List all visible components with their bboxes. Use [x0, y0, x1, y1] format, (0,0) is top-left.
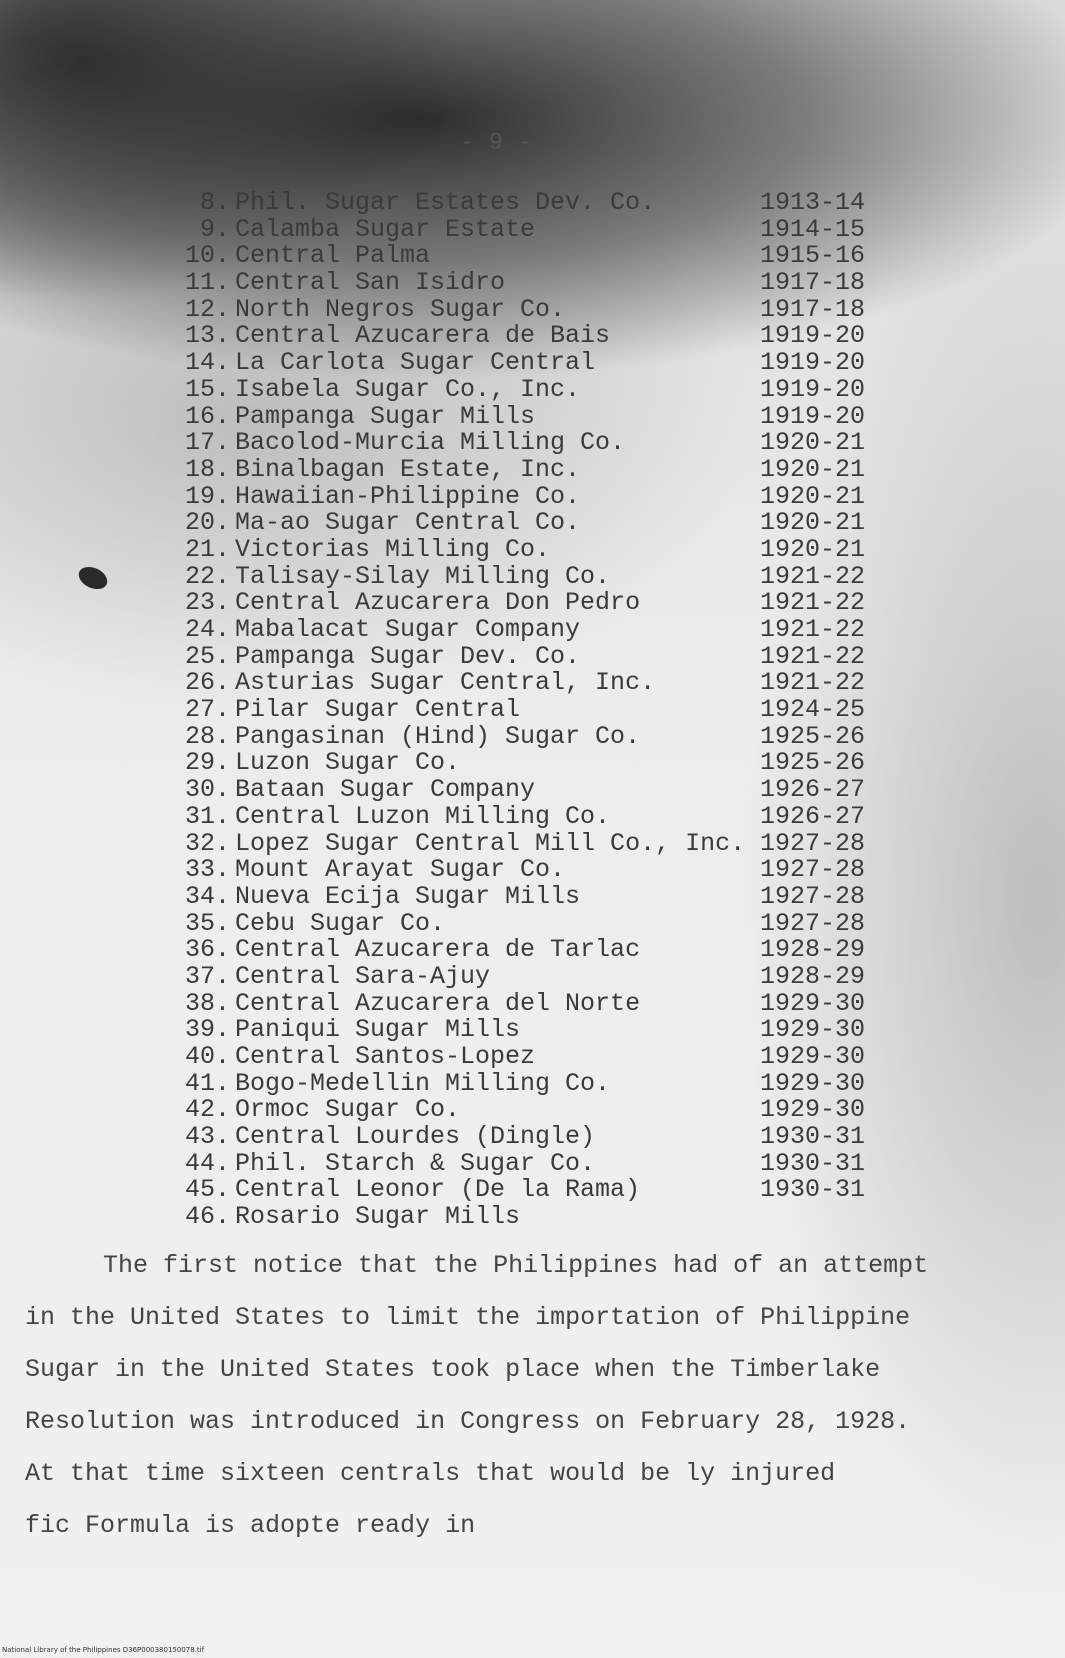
paragraph-line: The first notice that the Philippines had of an attempt [103, 1251, 929, 1280]
list-item [150, 881, 950, 911]
item-number: 38. [184, 988, 230, 1018]
central-name: Rosario Sugar Mills [235, 1202, 521, 1232]
crop-year: 1921-22 [760, 561, 866, 591]
crop-year: 1913-14 [760, 188, 866, 217]
crop-year: 1921-22 [760, 641, 866, 671]
central-name: North Negros Sugar Co. [235, 294, 566, 324]
crop-year: 1919-20 [760, 401, 866, 431]
item-number: 37. [184, 961, 230, 991]
central-name: Central Sara-Ajuy [235, 961, 491, 991]
central-name: Asturias Sugar Central, Inc. [235, 668, 656, 698]
list-item [150, 481, 950, 511]
crop-year: 1921-22 [760, 588, 866, 618]
item-number: 44. [184, 1148, 230, 1178]
crop-year: 1920-21 [760, 481, 866, 511]
item-number: 40. [184, 1042, 230, 1071]
crop-year: 1920-21 [760, 428, 866, 458]
list-item [150, 590, 950, 617]
central-name: Central Azucarera de Tarlac [235, 935, 641, 965]
central-name: Nueva Ecija Sugar Mills [235, 881, 581, 911]
central-name: Victorias Milling Co. [235, 534, 551, 564]
list-item [150, 961, 950, 991]
list-item [150, 988, 950, 1018]
central-name: Ma-ao Sugar Central Co. [235, 508, 581, 538]
item-number: 9. [199, 214, 230, 244]
central-name: Central Azucarera del Norte [235, 988, 641, 1018]
list-item [150, 828, 950, 858]
central-name: Isabela Sugar Co., Inc. [235, 374, 581, 404]
central-name: Central Lourdes (Dingle) [235, 1122, 596, 1152]
list-item [150, 750, 950, 777]
central-name: Phil. Sugar Estates Dev. Co. [235, 188, 656, 217]
list-item [150, 1097, 950, 1124]
item-number: 13. [184, 321, 230, 351]
archive-footer: National Library of the Philippines D36P000380150078.tif [2, 1646, 205, 1654]
central-name: Paniqui Sugar Mills [235, 1015, 521, 1045]
crop-year: 1917-18 [760, 294, 866, 324]
list-item [150, 294, 950, 324]
item-number: 32. [184, 828, 230, 858]
list-item [150, 510, 950, 537]
central-name: Binalbagan Estate, Inc. [235, 454, 581, 484]
crop-year: 1915-16 [760, 241, 866, 271]
crop-year: 1921-22 [760, 615, 866, 644]
crop-year: 1930-31 [760, 1148, 866, 1178]
crop-year: 1925-26 [760, 721, 866, 751]
crop-year: 1929-30 [760, 1068, 866, 1098]
item-number: 12. [184, 294, 230, 324]
item-number: 11. [184, 268, 230, 298]
item-number: 22. [184, 561, 230, 591]
item-number: 34. [184, 881, 230, 911]
item-number: 29. [184, 748, 230, 778]
crop-year: 1929-30 [760, 1042, 866, 1071]
crop-year: 1926-27 [760, 775, 866, 805]
list-item [150, 1124, 950, 1151]
central-name: Lopez Sugar Central Mill Co., Inc. [235, 828, 746, 858]
list-item [150, 1044, 950, 1071]
list-item [150, 323, 950, 350]
central-name: Bogo-Medellin Milling Co. [235, 1068, 611, 1098]
central-name: Central Santos-Lopez [235, 1042, 536, 1071]
central-name: Cebu Sugar Co. [235, 908, 446, 938]
crop-year: 1920-21 [760, 508, 866, 538]
list-item [150, 561, 950, 591]
item-number: 15. [184, 374, 230, 404]
crop-year: 1919-20 [760, 321, 866, 351]
item-number: 18. [184, 454, 230, 484]
list-item [150, 1148, 950, 1178]
list-item [150, 350, 950, 377]
crop-year: 1929-30 [760, 1015, 866, 1045]
list-item [150, 1177, 950, 1204]
list-item [150, 697, 950, 724]
central-name: Bataan Sugar Company [235, 775, 536, 805]
list-item [150, 1017, 950, 1044]
crop-year: 1926-27 [760, 801, 866, 831]
crop-year: 1927-28 [760, 908, 866, 938]
central-name: Central Palma [235, 241, 431, 271]
crop-year: 1928-29 [760, 961, 866, 991]
paragraph-line: Sugar in the United States took place when the Timberlake [25, 1355, 881, 1384]
item-number: 28. [184, 721, 230, 751]
list-item [150, 214, 950, 244]
item-number: 33. [184, 855, 230, 885]
item-number: 42. [184, 1095, 230, 1125]
central-name: Central Azucarera Don Pedro [235, 588, 641, 618]
item-number: 23. [184, 588, 230, 618]
item-number: 39. [184, 1015, 230, 1045]
list-item [150, 243, 950, 270]
item-number: 27. [184, 695, 230, 725]
central-name: Talisay-Silay Milling Co. [235, 561, 611, 591]
central-name: Luzon Sugar Co. [235, 748, 461, 778]
list-item [150, 454, 950, 484]
central-name: Central San Isidro [235, 268, 506, 298]
sugar-centrals-list [150, 190, 950, 1231]
item-number: 36. [184, 935, 230, 965]
crop-year: 1921-22 [760, 668, 866, 698]
crop-year: 1927-28 [760, 828, 866, 858]
list-item [150, 617, 950, 644]
crop-year: 1930-31 [760, 1175, 866, 1205]
central-name: La Carlota Sugar Central [235, 348, 596, 378]
ink-smudge [75, 563, 111, 594]
list-item [150, 190, 950, 217]
paragraph-line: At that time sixteen centrals that would be ly injured [25, 1459, 836, 1488]
item-number: 16. [184, 401, 230, 431]
list-item [150, 908, 950, 938]
central-name: Central Azucarera de Bais [235, 321, 611, 351]
list-item [150, 670, 950, 697]
item-number: 21. [184, 534, 230, 564]
item-number: 19. [184, 481, 230, 511]
list-item [150, 801, 950, 831]
crop-year: 1930-31 [760, 1122, 866, 1152]
paragraph-line: fic Formula is adopte ready in [25, 1511, 476, 1540]
list-item [150, 534, 950, 564]
item-number: 43. [184, 1122, 230, 1152]
list-item [150, 857, 950, 884]
central-name: Phil. Starch & Sugar Co. [235, 1148, 596, 1178]
crop-year: 1925-26 [760, 748, 866, 778]
list-item [150, 1204, 950, 1231]
list-item [150, 401, 950, 431]
list-item [150, 721, 950, 751]
list-item [150, 374, 950, 404]
list-item [150, 937, 950, 964]
crop-year: 1920-21 [760, 454, 866, 484]
item-number: 10. [184, 241, 230, 271]
item-number: 20. [184, 508, 230, 538]
item-number: 17. [184, 428, 230, 458]
crop-year: 1919-20 [760, 348, 866, 378]
central-name: Mount Arayat Sugar Co. [235, 855, 566, 885]
central-name: Central Luzon Milling Co. [235, 801, 611, 831]
crop-year: 1929-30 [760, 988, 866, 1018]
body-paragraph [25, 1240, 1005, 1552]
item-number: 8. [199, 188, 230, 217]
page-number: - 9 - [460, 130, 533, 157]
crop-year: 1927-28 [760, 881, 866, 911]
item-number: 45. [184, 1175, 230, 1205]
central-name: Hawaiian-Philippine Co. [235, 481, 581, 511]
paragraph-line: Resolution was introduced in Congress on February 28, 1928. [25, 1407, 911, 1436]
item-number: 25. [184, 641, 230, 671]
crop-year: 1924-25 [760, 695, 866, 725]
crop-year: 1917-18 [760, 268, 866, 298]
crop-year: 1927-28 [760, 855, 866, 885]
item-number: 24. [184, 615, 230, 644]
central-name: Calamba Sugar Estate [235, 214, 536, 244]
item-number: 41. [184, 1068, 230, 1098]
central-name: Mabalacat Sugar Company [235, 615, 581, 644]
central-name: Pampanga Sugar Dev. Co. [235, 641, 581, 671]
list-item [150, 777, 950, 804]
central-name: Pangasinan (Hind) Sugar Co. [235, 721, 641, 751]
crop-year: 1914-15 [760, 214, 866, 244]
central-name: Pampanga Sugar Mills [235, 401, 536, 431]
item-number: 35. [184, 908, 230, 938]
item-number: 46. [184, 1202, 230, 1232]
central-name: Central Leonor (De la Rama) [235, 1175, 641, 1205]
crop-year: 1919-20 [760, 374, 866, 404]
item-number: 26. [184, 668, 230, 698]
item-number: 31. [184, 801, 230, 831]
central-name: Pilar Sugar Central [235, 695, 521, 725]
central-name: Ormoc Sugar Co. [235, 1095, 461, 1125]
central-name: Bacolod-Murcia Milling Co. [235, 428, 626, 458]
item-number: 14. [184, 348, 230, 378]
list-item [150, 430, 950, 457]
list-item [150, 641, 950, 671]
crop-year: 1928-29 [760, 935, 866, 965]
paragraph-line: in the United States to limit the importation of Philippine [25, 1303, 911, 1332]
item-number: 30. [184, 775, 230, 805]
list-item [150, 1068, 950, 1098]
list-item [150, 270, 950, 297]
crop-year: 1920-21 [760, 534, 866, 564]
crop-year: 1929-30 [760, 1095, 866, 1125]
